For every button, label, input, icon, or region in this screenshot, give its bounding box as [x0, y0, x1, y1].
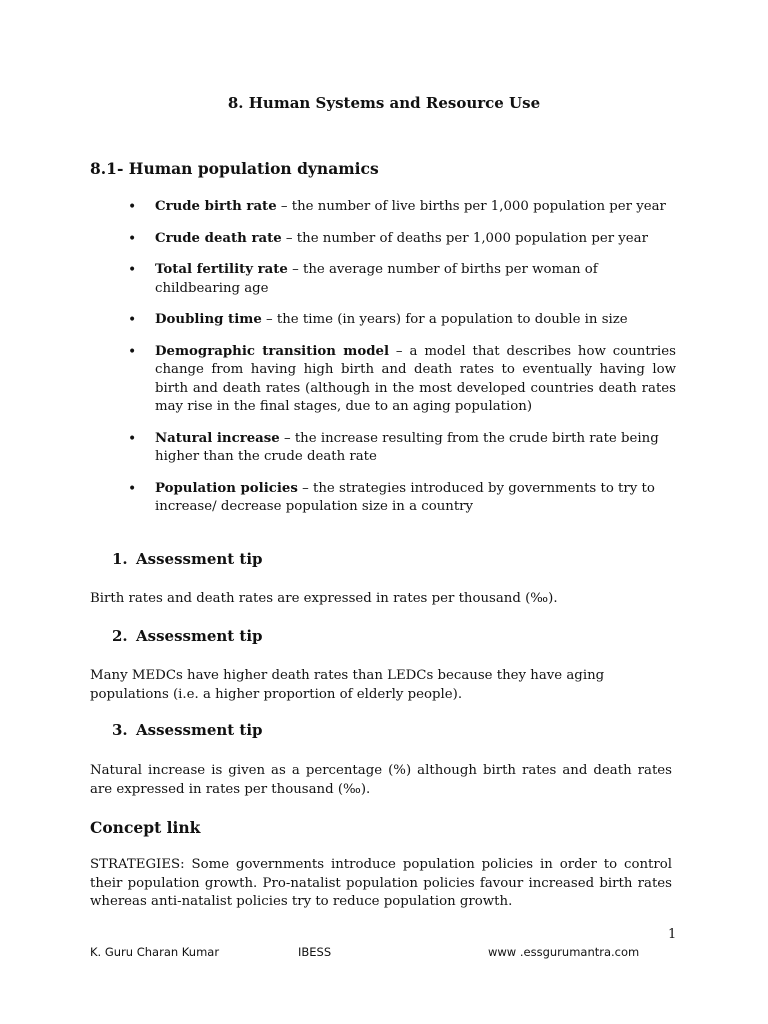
definition-text: – the number of live births per 1,000 population per year	[276, 199, 666, 214]
definition-term: Crude death rate	[155, 230, 282, 246]
concept-text: STRATEGIES: Some governments introduce population policies in order to control their population growth. Pro-natalist population policies favour increased birth rates whereas anti-natalist policies try to reduce population growth.	[90, 857, 672, 909]
tip-number: 1.	[112, 550, 128, 568]
list-item	[128, 480, 676, 517]
bullet-icon: •	[128, 199, 137, 215]
bullet-icon: •	[128, 262, 137, 278]
tip-text: Natural increase is given as a percentage (%) although birth rates and death rates are expressed in rates per thousand (‰).	[90, 763, 672, 797]
definition-term: Natural increase	[155, 430, 280, 446]
definition-term: Demographic transition model	[155, 343, 390, 359]
footer-author: K. Guru Charan Kumar	[90, 945, 220, 959]
definition-term: Total fertility rate	[155, 262, 288, 277]
document-title: 8. Human Systems and Resource Use	[227, 94, 541, 112]
list-item	[128, 230, 676, 249]
bullet-icon: •	[128, 312, 137, 328]
bullet-icon: •	[128, 343, 137, 360]
page-number: 1	[668, 927, 677, 942]
list-item	[128, 311, 676, 330]
assessment-tip-heading	[112, 627, 263, 645]
definition-term: Crude birth rate	[155, 199, 277, 214]
concept-heading: Concept link	[90, 818, 201, 837]
tip-number: 2.	[112, 627, 128, 645]
list-item	[128, 261, 676, 298]
tip-text: Birth rates and death rates are expressed in rates per thousand (‰).	[90, 591, 558, 606]
assessment-tip-heading	[112, 721, 263, 739]
list-item	[128, 343, 676, 417]
list-item	[128, 198, 676, 217]
tip-number: 3.	[112, 721, 128, 739]
bullet-icon: •	[128, 480, 137, 497]
definition-text: – the increase resulting from the crude birth rate being higher than the crude death rate	[155, 430, 659, 464]
tip-text: Many MEDCs have higher death rates than LEDCs because they have aging populations (i.e. a higher proportion of elderly people).	[90, 668, 605, 702]
definitions-list	[128, 198, 676, 530]
definition-text: – the time (in years) for a population to double in size	[261, 312, 628, 327]
definition-text: – the strategies introduced by governments to try to increase/ decrease population size in a country	[155, 480, 655, 514]
tip-label: Assessment tip	[136, 550, 263, 568]
bullet-icon: •	[128, 430, 137, 447]
tip-label: Assessment tip	[136, 627, 263, 645]
definition-text: – the number of deaths per 1,000 population per year	[281, 230, 648, 246]
definition-text: – the average number of births per woman of childbearing age	[155, 262, 598, 296]
definition-term: Population policies	[155, 480, 298, 496]
tip-label: Assessment tip	[136, 721, 263, 739]
definition-text: – a model that describes how countries change from having high birth and death rates to eventually having low birth and death rates (although in the most developed countries death rates may rise in the final stages, due to an aging population)	[155, 343, 677, 414]
footer-center: IBESS	[298, 945, 332, 959]
assessment-tip-heading	[112, 550, 263, 568]
list-item	[128, 430, 676, 467]
footer-website: www .essgurumantra.com	[488, 945, 640, 959]
section-heading: 8.1- Human population dynamics	[90, 159, 379, 178]
definition-term: Doubling time	[155, 312, 262, 327]
bullet-icon: •	[128, 230, 137, 247]
